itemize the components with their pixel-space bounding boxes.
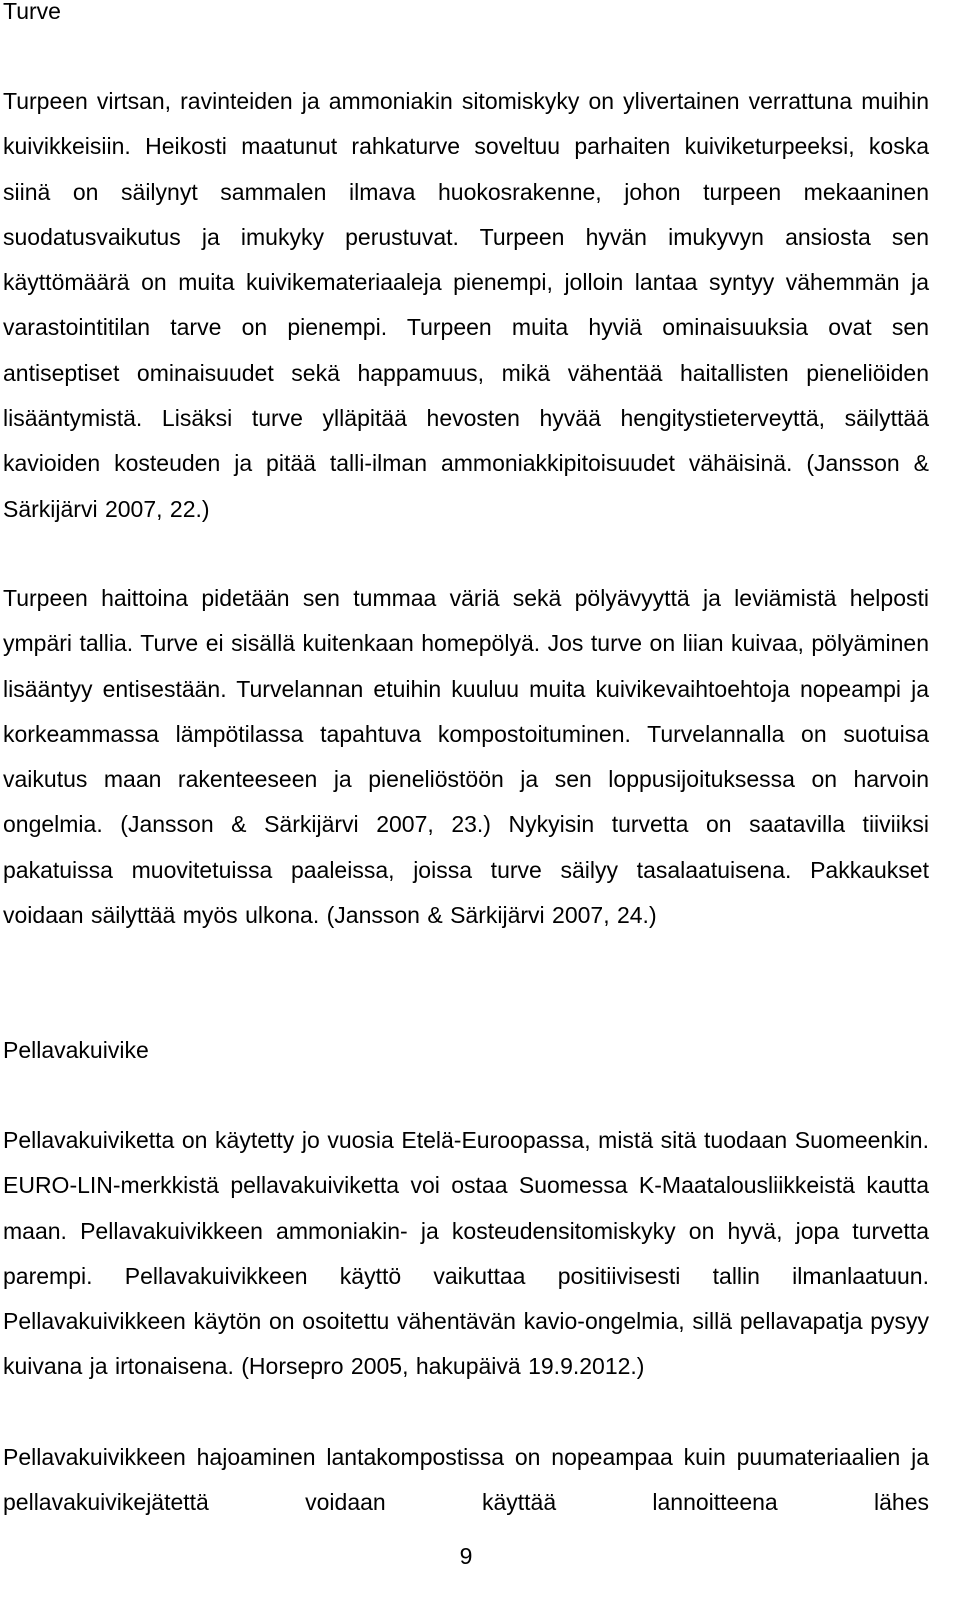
- pellavakuivike-paragraph-2: Pellavakuivikkeen hajoaminen lantakompostissa on nopeampaa kuin puumateriaalien ja pellavakuivikejätettä voidaan käyttää lannoitteena lähes: [3, 1444, 929, 1516]
- pellavakuivike-paragraph-1: Pellavakuiviketta on käytetty jo vuosia Etelä-Euroopassa, mistä sitä tuodaan Suomeenkin. EURO-LIN-merkkistä pellavakuiviketta voi ostaa Suomessa K-Maatalousliikkeistä kautta maan. Pellavakuivikkeen ammoniakin- ja kosteudensitomiskyky on hyvä, jopa turvetta parempi. Pellavakuivikkeen käyttö vaikuttaa positiivisesti tallin ilmanlaatuun. Pellavakuivikkeen käytön on osoitettu vähentävän kavio-ongelmia, sillä pellavapatja pysyy kuivana ja irtonaisena. (Horsepro 2005, hakupäivä 19.9.2012.): [3, 1127, 929, 1380]
- turve-paragraph-2: Turpeen haittoina pidetään sen tummaa väriä sekä pölyävyyttä ja leviämistä helposti ympäri tallia. Turve ei sisällä kuitenkaan homepölyä. Jos turve on liian kuivaa, pölyäminen lisääntyy entisestään. Turvelannan etuihin kuuluu muita kuivikevaihtoehtoja nopeampi ja korkeammassa lämpötilassa tapahtuva kompostoituminen. Turvelannalla on suotuisa vaikutus maan rakenteeseen ja pieneliöstöön ja sen loppusijoituksessa on harvoin ongelmia. (Jansson & Särkijärvi 2007, 23.) Nykyisin turvetta on saatavilla tiiviiksi pakatuissa muovitetuissa paaleissa, joissa turve säilyy tasalaatuisena. Pakkaukset voidaan säilyttää myös ulkona. (Jansson & Särkijärvi 2007, 24.): [3, 585, 929, 929]
- section-heading-pellavakuivike: Pellavakuivike: [3, 1037, 149, 1063]
- turve-paragraph-1: Turpeen virtsan, ravinteiden ja ammoniakin sitomiskyky on ylivertainen verrattuna muihin kuivikkeisiin. Heikosti maatunut rahkaturve soveltuu parhaiten kuiviketurpeeksi, koska siinä on säilynyt sammalen ilmava huokosrakenne, johon turpeen mekaaninen suodatusvaikutus ja imukyky perustuvat. Turpeen hyvän imukyvyn ansiosta sen käyttömäärä on muita kuivikemateriaaleja pienempi, jolloin lantaa syntyy vähemmän ja varastointitilan tarve on pienempi. Turpeen muita hyviä ominaisuuksia ovat sen antiseptiset ominaisuudet sekä happamuus, mikä vähentää haitallisten pieneliöiden lisääntymistä. Lisäksi turve ylläpitää hevosten hyvää hengitystieterveyttä, säilyttää kavioiden kosteuden ja pitää talli-ilman ammoniakkipitoisuudet vähäisinä. (Jansson & Särkijärvi 2007, 22.): [3, 88, 929, 522]
- section-heading-turve: Turve: [3, 0, 61, 24]
- page-number: 9: [459, 1543, 473, 1569]
